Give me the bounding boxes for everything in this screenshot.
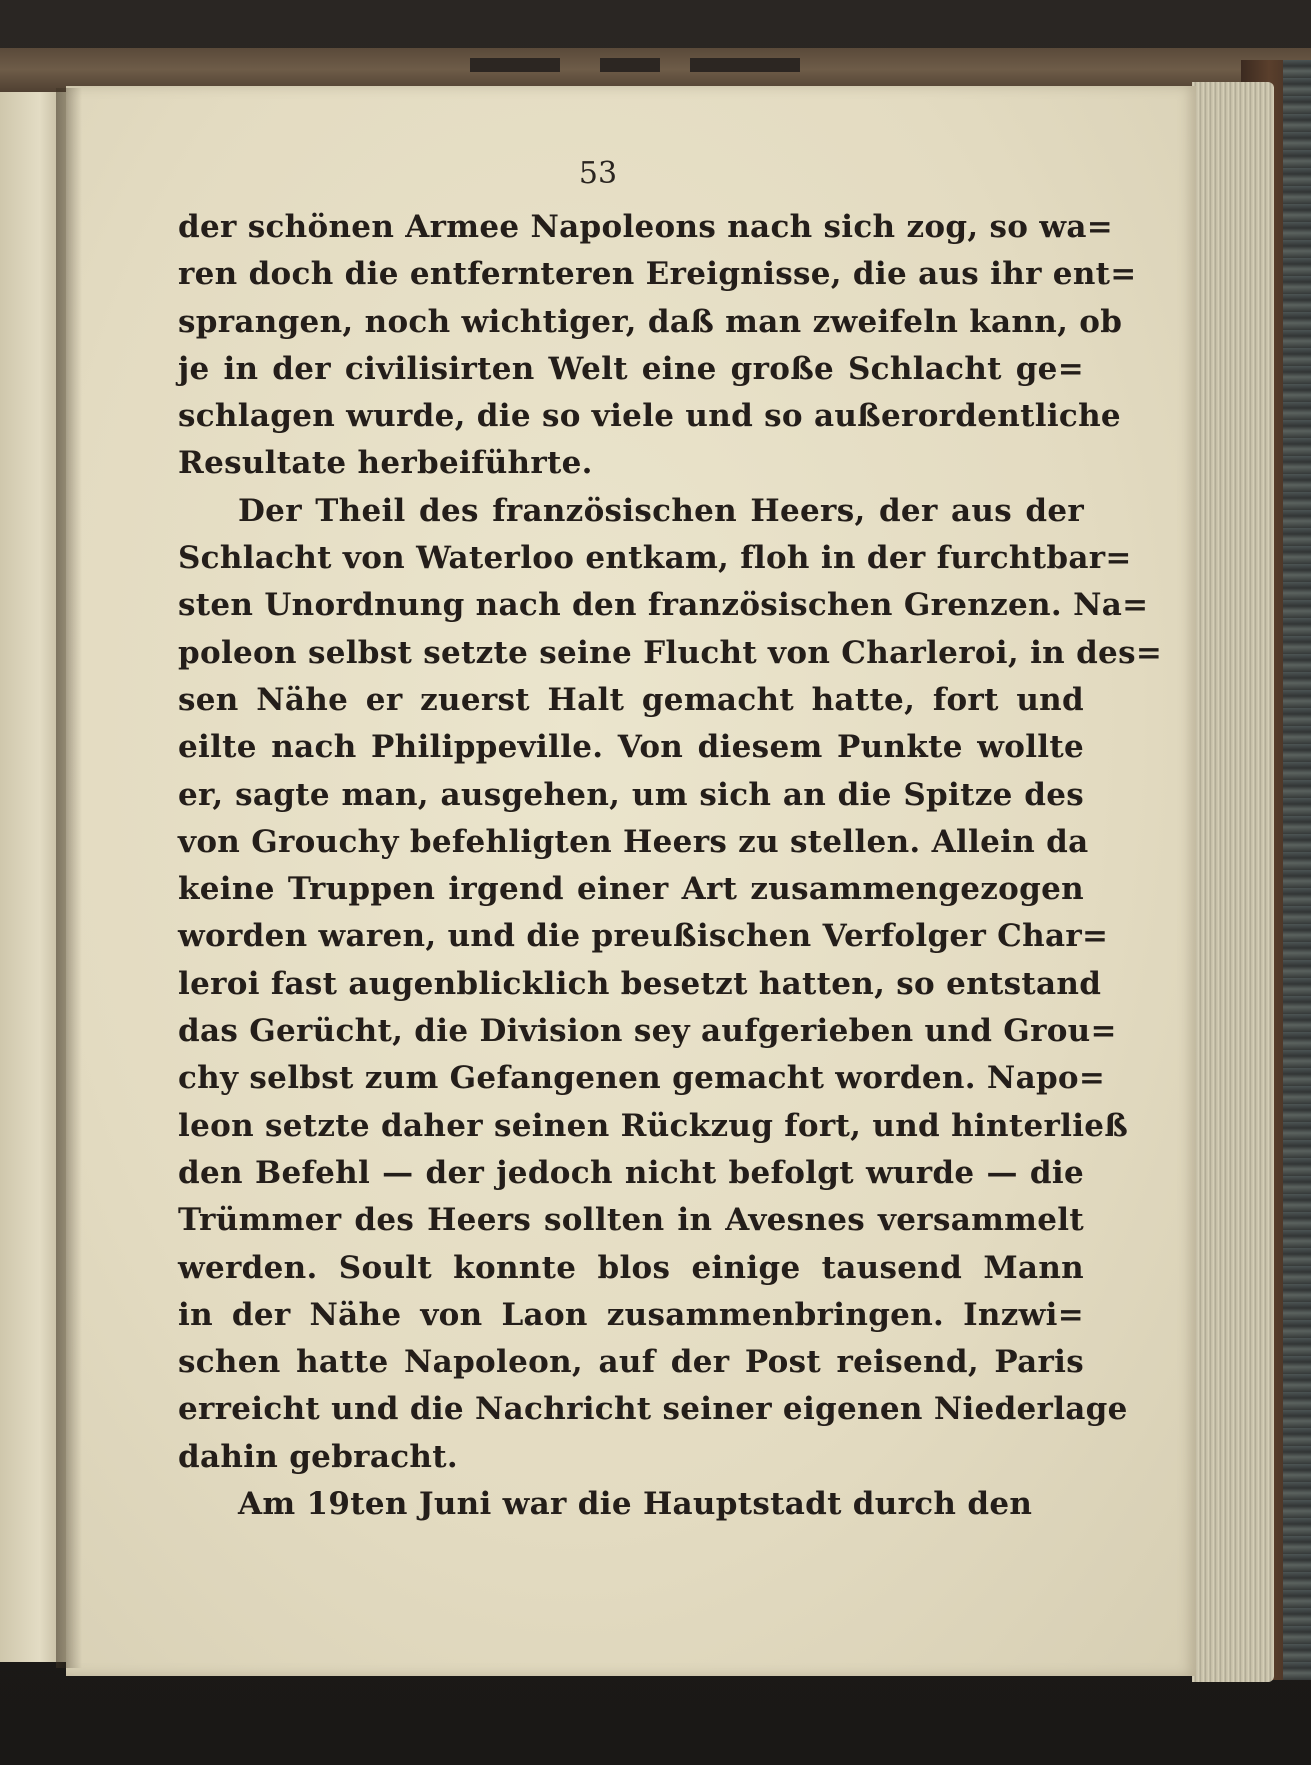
text-line: sprangen, noch wichtiger, daß man zweifeln kann, ob [178, 303, 1123, 340]
paragraph [178, 204, 1137, 488]
text-line: leon setzte daher seinen Rückzug fort, und hinterließ [178, 1107, 1129, 1144]
text-line: schlagen wurde, die so viele und so außerordentliche [178, 398, 1121, 435]
text-line: der schönen Armee Napoleons nach sich zog, so wa= [178, 209, 1113, 245]
text-line: Am 19ten Juni war die Hauptstadt durch den [238, 1486, 1033, 1523]
binding-wear-mark [600, 58, 660, 72]
text-line: leroi fast augenblicklich besetzt hatten, so entstand [178, 965, 1102, 1002]
text-line: eilte nach Philippeville. Von diesem Punkte wollte [178, 729, 1084, 766]
text-line: je in der civilisirten Welt eine große Schlacht ge= [178, 350, 1084, 387]
binding-wear-mark [470, 58, 560, 72]
text-line: werden. Soult konnte blos einige tausend Mann [178, 1249, 1084, 1286]
text-line: Resultate herbeiführte. [178, 445, 593, 482]
text-line: dahin gebracht. [178, 1438, 458, 1475]
text-line: poleon selbst setzte seine Flucht von Charleroi, in des= [178, 634, 1163, 671]
book-page [66, 86, 1196, 1676]
text-line: keine Truppen irgend einer Art zusammengezogen [178, 871, 1084, 908]
paragraph [178, 488, 1163, 1481]
text-line: in der Nähe von Laon zusammenbringen. Inzwi= [178, 1296, 1084, 1333]
text-line: Trümmer des Heers sollten in Avesnes versammelt [178, 1202, 1084, 1239]
text-line: sen Nähe er zuerst Halt gemacht hatte, fort und [178, 681, 1084, 718]
text-line: ren doch die entfernteren Ereignisse, die aus ihr ent= [178, 256, 1137, 293]
text-line: den Befehl — der jedoch nicht befolgt wurde — die [178, 1154, 1084, 1191]
text-line: er, sagte man, ausgehen, um sich an die Spitze des [178, 776, 1084, 813]
text-line: Der Theil des französischen Heers, der aus der [238, 492, 1084, 529]
page-stack-edge [1192, 82, 1274, 1682]
text-line: erreicht und die Nachricht seiner eigenen Niederlage [178, 1391, 1128, 1428]
text-line: sten Unordnung nach den französischen Grenzen. Na= [178, 587, 1149, 624]
binding-wear-mark [690, 58, 800, 72]
text-line: schen hatte Napoleon, auf der Post reisend, Paris [178, 1344, 1084, 1381]
text-line: von Grouchy befehligten Heers zu stellen. Allein da [178, 823, 1089, 860]
text-line: worden waren, und die preußischen Verfolger Char= [178, 918, 1109, 955]
text-line: chy selbst zum Gefangenen gemacht worden. Napo= [178, 1060, 1106, 1097]
page-number: 53 [578, 156, 618, 191]
gutter-shadow [56, 88, 82, 1668]
page-text [178, 204, 1163, 1528]
text-line: Schlacht von Waterloo entkam, floh in der furchtbar= [178, 540, 1132, 577]
marbled-cover [1283, 60, 1311, 1680]
text-line: das Gerücht, die Division sey aufgerieben und Grou= [178, 1013, 1117, 1050]
paragraph [178, 1481, 1084, 1528]
